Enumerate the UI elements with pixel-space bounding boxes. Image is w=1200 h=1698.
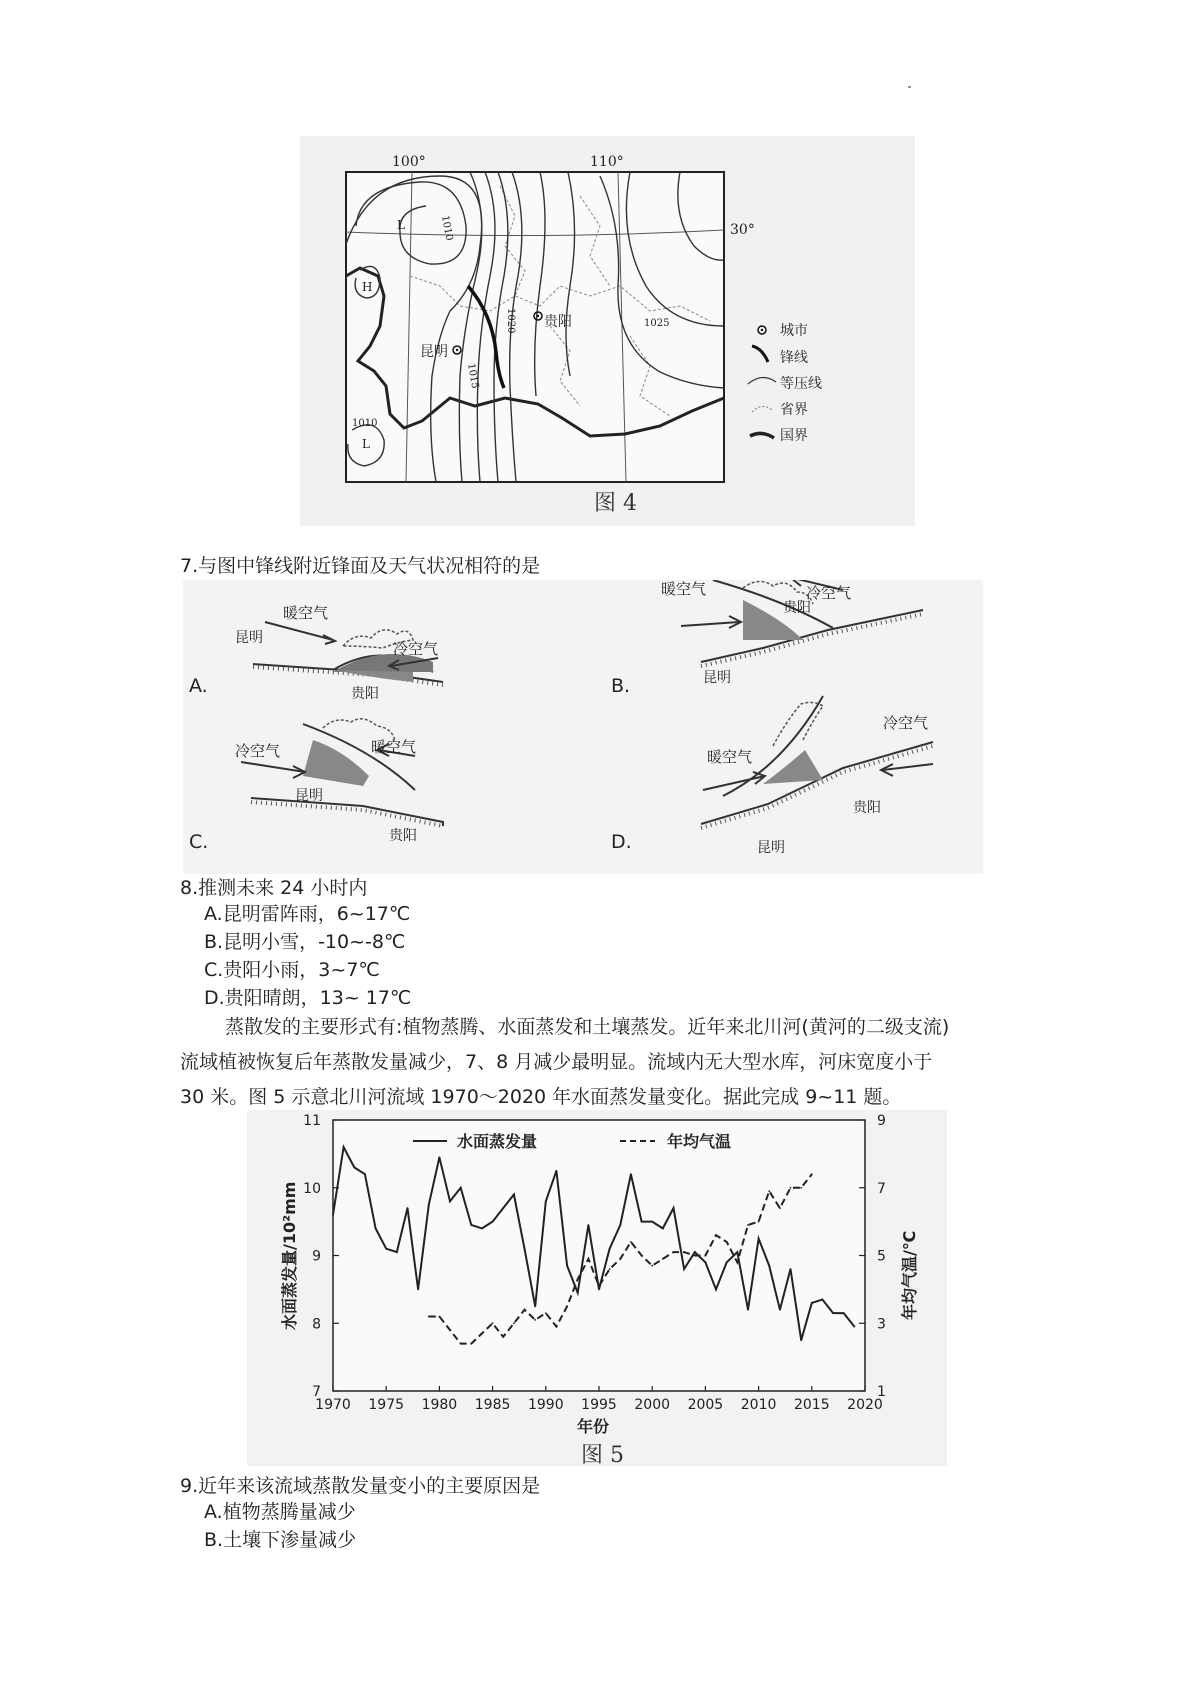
y-left-tick-label: 8	[312, 1316, 321, 1333]
evaporation-point	[609, 1248, 611, 1250]
pressure-low-north: L	[397, 218, 405, 232]
temperature-point	[460, 1343, 462, 1345]
evaporation-point	[736, 1251, 738, 1253]
temperature-point	[705, 1255, 707, 1257]
q7-stem: 7.与图中锋线附近锋面及天气状况相符的是	[180, 555, 541, 577]
temperature-point	[566, 1305, 568, 1307]
lon-label-110: 110°	[590, 154, 624, 170]
x-tick-label: 1995	[581, 1397, 617, 1413]
evaporation-point	[673, 1207, 675, 1209]
evaporation-point	[439, 1156, 441, 1158]
temperature-point	[726, 1241, 728, 1243]
temperature-point	[545, 1312, 547, 1314]
figure4-caption: 图 4	[594, 491, 637, 516]
temperature-point	[439, 1316, 441, 1318]
evaporation-point	[790, 1268, 792, 1270]
evaporation-point	[651, 1221, 653, 1223]
evaporation-point	[619, 1224, 621, 1226]
temperature-point	[534, 1319, 536, 1321]
evaporation-point	[353, 1167, 355, 1169]
q8-option-d: D.贵阳晴朗，13~ 17℃	[204, 987, 412, 1009]
temperature-point	[715, 1234, 717, 1236]
figure5-chart	[247, 1110, 947, 1466]
temperature-point	[747, 1224, 749, 1226]
x-tick-label: 1970	[315, 1397, 351, 1413]
evaporation-point	[556, 1170, 558, 1172]
q7c-guiyang: 贵阳	[389, 828, 417, 844]
q7b-cold-air: 冷空气	[806, 584, 852, 602]
q9-option-b: B.土壤下渗量减少	[204, 1529, 357, 1551]
isobar-label-1020: 1020	[505, 308, 516, 334]
y-left-label: 水面蒸发量/10²mm	[280, 1181, 299, 1330]
q8-option-b: B.昆明小雪，-10~-8℃	[204, 931, 406, 953]
evaporation-point	[641, 1221, 643, 1223]
temperature-point	[736, 1261, 738, 1263]
evaporation-point	[779, 1309, 781, 1311]
evaporation-point	[800, 1339, 802, 1341]
temperature-point	[577, 1278, 579, 1280]
temperature-point	[449, 1329, 451, 1331]
q8-option-c: C.贵阳小雨，3~7℃	[204, 959, 380, 981]
legend-temperature: 年均气温	[667, 1132, 732, 1151]
temperature-point	[694, 1255, 696, 1257]
x-tick-label: 1980	[421, 1397, 458, 1413]
evaporation-point	[832, 1312, 834, 1314]
temperature-point	[609, 1268, 611, 1270]
evaporation-point	[460, 1187, 462, 1189]
temperature-point	[641, 1255, 643, 1257]
evaporation-point	[343, 1146, 345, 1148]
temperature-point	[758, 1221, 760, 1223]
q8-option-a: A.昆明雷阵雨，6~17℃	[204, 903, 411, 925]
temperature-point	[662, 1258, 664, 1260]
temperature-point	[768, 1190, 770, 1192]
evaporation-point	[662, 1228, 664, 1230]
y-left-tick-label: 9	[312, 1248, 321, 1265]
legend-national-border: 国界	[780, 428, 808, 444]
temperature-point	[630, 1241, 632, 1243]
evaporation-point	[811, 1302, 813, 1304]
evaporation-point	[385, 1248, 387, 1250]
q7d-letter: D.	[611, 831, 632, 853]
city-guiyang: 贵阳	[544, 314, 572, 330]
y-right-tick-label: 3	[877, 1316, 886, 1333]
passage	[180, 1010, 1130, 1115]
y-left-tick-label: 10	[303, 1180, 321, 1197]
temperature-point	[800, 1187, 802, 1189]
legend-city: 城市	[780, 323, 808, 339]
x-tick-label: 2015	[793, 1397, 830, 1413]
evaporation-point	[758, 1238, 760, 1240]
q7c-letter: C.	[189, 831, 209, 853]
evaporation-point	[747, 1309, 749, 1311]
isobar-label-1010-top: 1010	[439, 214, 455, 242]
evaporation-point	[417, 1288, 419, 1290]
y-right-tick-label: 7	[877, 1180, 886, 1197]
evaporation-point	[364, 1173, 366, 1175]
lat-label-30: 30°	[730, 222, 755, 238]
legend-evaporation: 水面蒸发量	[457, 1132, 538, 1151]
evaporation-point	[502, 1207, 504, 1209]
temperature-point	[556, 1326, 558, 1328]
evaporation-point	[598, 1288, 600, 1290]
legend-front: 锋线	[780, 350, 808, 366]
x-tick-label: 1975	[368, 1397, 405, 1413]
figure4-map	[300, 136, 915, 526]
evaporation-point	[545, 1200, 547, 1202]
temperature-point	[811, 1173, 813, 1175]
evaporation-point	[481, 1228, 483, 1230]
evaporation-point	[492, 1221, 494, 1223]
x-tick-label: 1985	[474, 1397, 511, 1413]
evaporation-point	[524, 1248, 526, 1250]
y-right-tick-label: 5	[877, 1248, 886, 1265]
q7a-letter: A.	[189, 675, 208, 697]
evaporation-point	[396, 1251, 398, 1253]
evaporation-point	[853, 1326, 855, 1328]
temperature-point	[790, 1187, 792, 1189]
y-right-tick-label: 9	[877, 1113, 886, 1129]
lon-label-100: 100°	[392, 154, 426, 170]
city-kunming: 昆明	[420, 344, 448, 360]
evaporation-point	[513, 1194, 515, 1196]
evaporation-point	[683, 1268, 685, 1270]
x-tick-label: 1990	[527, 1397, 564, 1413]
q7b-guiyang: 贵阳	[783, 600, 811, 616]
temperature-point	[598, 1285, 600, 1287]
isobar-label-1015: 1015	[465, 362, 481, 390]
x-tick-label: 2005	[687, 1397, 724, 1413]
evaporation-point	[843, 1312, 845, 1314]
evaporation-point	[577, 1292, 579, 1294]
temperature-point	[481, 1333, 483, 1335]
q7a-cold-air: 冷空气	[393, 640, 439, 658]
q7a-kunming: 昆明	[235, 630, 263, 646]
temperature-point	[683, 1251, 685, 1253]
q7c-kunming: 昆明	[295, 788, 323, 804]
evaporation-point	[726, 1261, 728, 1263]
q7d-kunming: 昆明	[757, 840, 785, 856]
x-tick-label: 2010	[740, 1397, 777, 1413]
pressure-high: H	[362, 280, 373, 294]
temperature-point	[502, 1336, 504, 1338]
evaporation-point	[428, 1204, 430, 1206]
q7d-guiyang: 贵阳	[853, 800, 881, 816]
evaporation-point	[332, 1214, 334, 1216]
q7-options-figure	[183, 580, 983, 874]
temperature-point	[470, 1343, 472, 1345]
temperature-point	[651, 1265, 653, 1267]
temperature-point	[673, 1251, 675, 1253]
evaporation-point	[566, 1265, 568, 1267]
q7d-cold-air: 冷空气	[883, 714, 929, 732]
isobar-label-1025: 1025	[644, 318, 670, 329]
x-tick-label: 2000	[634, 1397, 671, 1413]
isobar-label-1010-bottom: 1010	[352, 418, 378, 429]
evaporation-point	[375, 1228, 377, 1230]
passage-line-2: 流域植被恢复后年蒸散发量减少，7、8 月减少最明显。流域内无大型水库，河床宽度小于	[180, 1051, 933, 1073]
passage-line-1: 蒸散发的主要形式有:植物蒸腾、水面蒸发和土壤蒸发。近年来北川河(黄河的二级支流)	[225, 1016, 950, 1038]
evaporation-point	[768, 1265, 770, 1267]
passage-line-3: 30 米。图 5 示意北川河流域 1970～2020 年水面蒸发量变化。据此完成 9~11 题。	[180, 1086, 902, 1108]
temperature-point	[524, 1309, 526, 1311]
q7a-guiyang: 贵阳	[351, 686, 379, 702]
evaporation-point	[534, 1305, 536, 1307]
y-left-tick-label: 7	[312, 1384, 321, 1400]
q9-option-a: A.植物蒸腾量减少	[204, 1501, 356, 1523]
evaporation-point	[449, 1200, 451, 1202]
temperature-point	[587, 1258, 589, 1260]
temperature-point	[619, 1258, 621, 1260]
legend-isobar: 等压线	[780, 376, 822, 392]
evaporation-point	[407, 1207, 409, 1209]
y-right-label: 年均气温/℃	[900, 1230, 919, 1320]
pressure-low-south: L	[362, 437, 370, 451]
x-axis-label: 年份	[577, 1417, 610, 1436]
evaporation-point	[715, 1288, 717, 1290]
q9-stem: 9.近年来该流域蒸散发量变小的主要原因是	[180, 1475, 541, 1497]
q7b-letter: B.	[611, 675, 631, 697]
q7c-warm-air: 暖空气	[371, 738, 417, 756]
y-right-tick-label: 1	[877, 1384, 886, 1400]
temperature-point	[428, 1316, 430, 1318]
evaporation-point	[470, 1224, 472, 1226]
q7b-warm-air: 暖空气	[661, 580, 707, 598]
legend-province-border: 省界	[780, 402, 808, 418]
q7d-warm-air: 暖空气	[707, 748, 753, 766]
temperature-point	[779, 1207, 781, 1209]
q7c-cold-air: 冷空气	[235, 742, 281, 760]
x-tick-label: 2020	[847, 1397, 883, 1413]
figure5-caption: 图 5	[581, 1443, 624, 1466]
evaporation-point	[694, 1251, 696, 1253]
q7a-warm-air: 暖空气	[283, 604, 329, 622]
q7b-kunming: 昆明	[703, 670, 731, 686]
q8-stem: 8.推测未来 24 小时内	[180, 877, 368, 899]
y-left-tick-label: 11	[303, 1113, 321, 1129]
stray-mark	[908, 86, 911, 88]
temperature-point	[513, 1322, 515, 1324]
evaporation-point	[630, 1173, 632, 1175]
evaporation-point	[822, 1299, 824, 1301]
evaporation-point	[587, 1224, 589, 1226]
temperature-point	[492, 1322, 494, 1324]
evaporation-point	[705, 1261, 707, 1263]
